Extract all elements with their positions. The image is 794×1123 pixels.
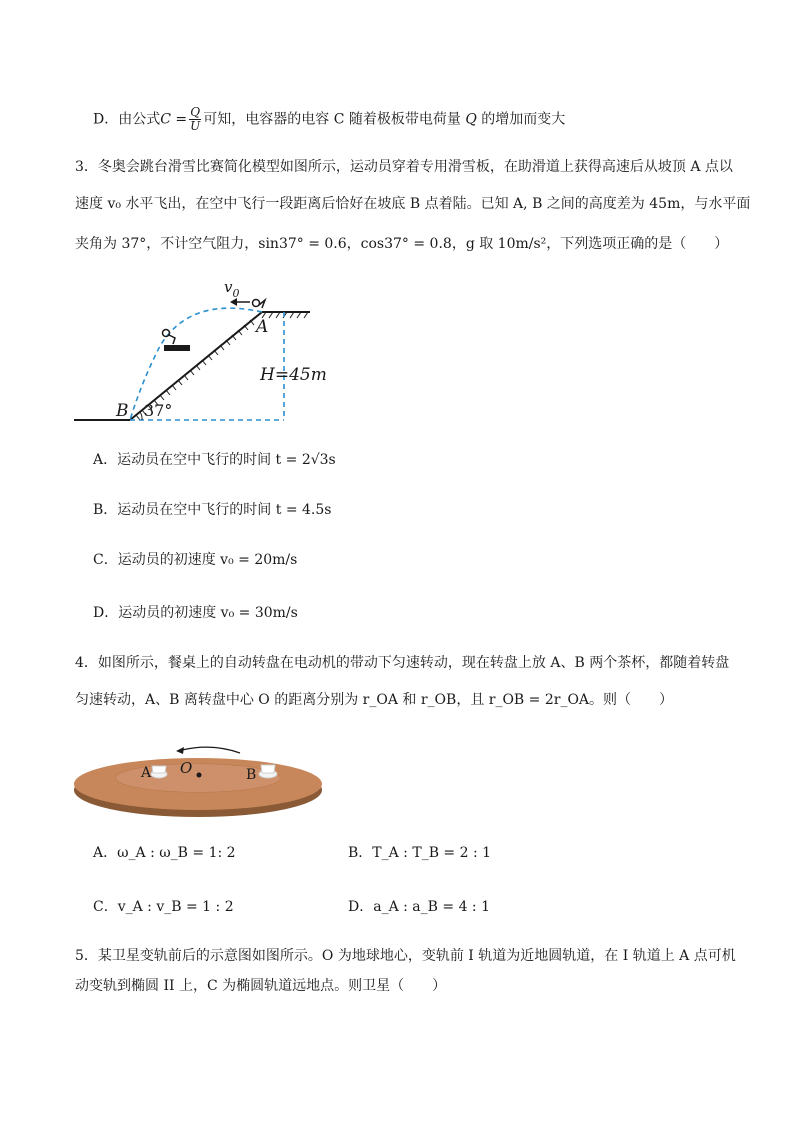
angle-arc	[140, 412, 142, 420]
q2-optd-end: 的增加而变大	[481, 111, 566, 128]
q4-option-d: D．a_A : a_B = 4 : 1	[348, 899, 490, 915]
skier-in-air-icon	[163, 330, 191, 352]
q5-stem-line1: 5．某卫星变轨前后的示意图如图所示。O 为地球地心，变轨前 I 轨道为近地圆轨道，在 I 轨道上 A 点可机	[75, 948, 736, 964]
q4-turntable-figure	[72, 738, 332, 828]
q3-stem-line1: 3．冬奥会跳台滑雪比赛简化模型如图所示，运动员穿着专用滑雪板，在助滑道上获得高速后从坡顶 A 点以	[75, 159, 733, 175]
cup-b-icon	[259, 765, 277, 778]
q2-optd-fraction	[189, 106, 201, 133]
q3-stem-line2: 速度 v₀ 水平飞出，在空中飞行一段距离后恰好在坡底 B 点着陆。已知 A, B 之间的高度差为 45m，与水平面	[75, 196, 751, 212]
q3-option-c: C．运动员的初速度 v₀ = 20m/s	[93, 552, 298, 568]
q2-optd-prefix: D．由公式	[93, 111, 161, 128]
q3-option-a: A．运动员在空中飞行的时间 t = 2√3s	[93, 452, 336, 468]
q3-option-d: D．运动员的初速度 v₀ = 30m/s	[93, 605, 298, 621]
cup-a-icon	[151, 766, 167, 778]
fraction-numerator: Q	[190, 105, 201, 119]
q4-option-c: C．v_A : v_B = 1 : 2	[93, 899, 234, 915]
skier-at-top-icon	[253, 300, 266, 309]
center-point	[197, 773, 202, 778]
q2-option-d	[93, 106, 565, 133]
q4-option-b: B．T_A : T_B = 2 : 1	[348, 845, 492, 861]
fraction-denominator: U	[190, 119, 201, 133]
v0-label: $v_0$	[224, 278, 240, 300]
point-b-label: B	[116, 401, 129, 421]
q4-option-a: A．ω_A : ω_B = 1: 2	[93, 845, 236, 861]
rotation-arrowhead	[176, 747, 184, 754]
height-label: H=45m	[260, 365, 327, 385]
q2-optd-suffix: 可知，电容器的电容 C 随着极板带电荷量	[203, 111, 461, 128]
angle-label: 37°	[144, 401, 173, 420]
center-o-label: O	[180, 759, 193, 777]
q4-stem-line2: 匀速转动，A、B 离转盘中心 O 的距离分别为 r_OA 和 r_OB，且 r_OB = 2r_OA。则（ ）	[75, 692, 674, 708]
q2-optd-lhs: C =	[160, 111, 188, 128]
q2-optd-var: Q	[465, 111, 477, 128]
q3-ski-jump-figure	[70, 276, 330, 426]
cup-b-label: B	[246, 767, 257, 783]
point-a-label: A	[256, 317, 269, 337]
q3-stem-line3: 夹角为 37°，不计空气阻力，sin37° = 0.6，cos37° = 0.8，g 取 10m/s²，下列选项正确的是（ ）	[75, 236, 729, 252]
cup-a-label: A	[141, 765, 152, 781]
q4-stem-line1: 4．如图所示，餐桌上的自动转盘在电动机的带动下匀速转动，现在转盘上放 A、B 两个茶杯，都随着转盘	[75, 655, 730, 671]
q3-option-b: B．运动员在空中飞行的时间 t = 4.5s	[93, 502, 332, 518]
q5-stem-line2: 动变轨到椭圆 II 上，C 为椭圆轨道远地点。则卫星（ ）	[75, 978, 447, 994]
rotation-arrow	[182, 747, 240, 753]
